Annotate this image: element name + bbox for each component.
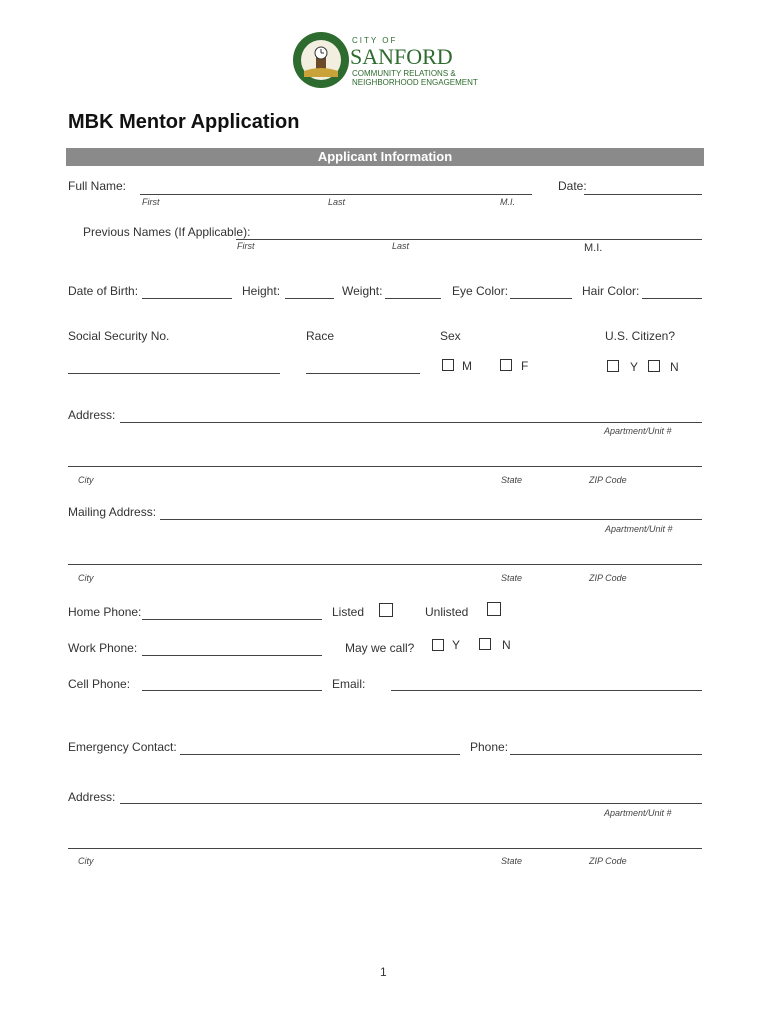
zip-caption: ZIP Code (589, 475, 627, 485)
date-field[interactable] (584, 194, 702, 195)
phone-label: Phone: (470, 740, 509, 754)
last-caption: Last (328, 197, 346, 207)
em-apt-unit-caption: Apartment/Unit # (604, 808, 672, 818)
section-header (66, 148, 704, 166)
cell-phone-field[interactable] (142, 690, 322, 691)
listed-checkbox[interactable] (379, 603, 393, 617)
em-address-field[interactable] (120, 803, 702, 804)
logo-city-name: SANFORD (350, 44, 453, 69)
section-header-label: Applicant Information (317, 149, 453, 164)
previous-names-field[interactable] (236, 239, 702, 240)
work-phone-field[interactable] (142, 655, 322, 656)
mi-caption: M.I. (500, 197, 515, 207)
state-caption: State (501, 475, 523, 485)
emergency-contact-field[interactable] (180, 754, 460, 755)
city-seal-icon (292, 31, 350, 89)
logo-dept-line1: COMMUNITY RELATIONS & (352, 69, 456, 78)
citizen-n-checkbox[interactable] (648, 360, 660, 372)
mail-state-caption: State (501, 573, 523, 583)
hair-color-field[interactable] (642, 298, 702, 299)
citizen-y-label: Y (630, 360, 639, 374)
emergency-contact-label: Emergency Contact: (68, 740, 177, 754)
hair-color-label: Hair Color: (582, 284, 640, 298)
page-number: 1 (380, 965, 387, 979)
weight-field[interactable] (385, 298, 441, 299)
em-city-caption: City (78, 856, 94, 866)
race-label: Race (306, 329, 335, 343)
citizen-y-checkbox[interactable] (607, 360, 619, 372)
date-label: Date: (558, 179, 587, 193)
prev-first-caption: First (237, 241, 255, 251)
prev-last-caption: Last (392, 241, 410, 251)
call-y-checkbox[interactable] (432, 639, 444, 651)
weight-label: Weight: (342, 284, 383, 298)
may-we-call-label: May we call? (345, 641, 415, 655)
email-field[interactable] (391, 690, 702, 691)
sex-m-checkbox[interactable] (442, 359, 454, 371)
full-name-field[interactable] (140, 194, 532, 195)
work-phone-label: Work Phone: (68, 641, 138, 655)
mail-city-caption: City (78, 573, 94, 583)
home-phone-label: Home Phone: (68, 605, 142, 619)
em-state-caption: State (501, 856, 523, 866)
dob-label: Date of Birth: (68, 284, 139, 298)
logo-dept-line2: NEIGHBORHOOD ENGAGEMENT (352, 78, 478, 87)
call-n-label: N (502, 638, 511, 652)
home-phone-field[interactable] (142, 619, 322, 620)
height-label: Height: (242, 284, 281, 298)
us-citizen-label: U.S. Citizen? (605, 329, 676, 343)
eye-color-field[interactable] (510, 298, 572, 299)
address-label: Address: (68, 408, 116, 422)
eye-color-label: Eye Color: (452, 284, 509, 298)
sex-label: Sex (440, 329, 461, 343)
height-field[interactable] (285, 298, 334, 299)
apt-unit-caption: Apartment/Unit # (604, 426, 672, 436)
address-field[interactable] (120, 422, 702, 423)
first-caption: First (142, 197, 160, 207)
city-state-zip-field[interactable] (68, 466, 702, 467)
unlisted-checkbox[interactable] (487, 602, 501, 616)
ssn-field[interactable] (68, 373, 280, 374)
mailing-address-label: Mailing Address: (68, 505, 157, 519)
mail-city-state-zip-field[interactable] (68, 564, 702, 565)
emergency-phone-field[interactable] (510, 754, 702, 755)
cell-phone-label: Cell Phone: (68, 677, 131, 691)
sex-f-checkbox[interactable] (500, 359, 512, 371)
sex-f-label: F (521, 359, 529, 373)
logo-city-of: CITY OF (352, 36, 398, 45)
unlisted-label: Unlisted (425, 605, 469, 619)
email-label: Email: (332, 677, 366, 691)
dob-field[interactable] (142, 298, 232, 299)
em-zip-caption: ZIP Code (589, 856, 627, 866)
prev-mi-caption: M.I. (584, 242, 603, 254)
citizen-n-label: N (670, 360, 679, 374)
mail-zip-caption: ZIP Code (589, 573, 627, 583)
em-address-label: Address: (68, 790, 116, 804)
sex-m-label: M (462, 359, 472, 373)
mail-apt-unit-caption: Apartment/Unit # (605, 524, 673, 534)
full-name-label: Full Name: (68, 179, 127, 193)
city-caption: City (78, 475, 94, 485)
call-n-checkbox[interactable] (479, 638, 491, 650)
em-city-state-zip-field[interactable] (68, 848, 702, 849)
mailing-address-field[interactable] (160, 519, 702, 520)
page-title: MBK Mentor Application (68, 111, 300, 133)
listed-label: Listed (332, 605, 365, 619)
race-field[interactable] (306, 373, 420, 374)
ssn-label: Social Security No. (68, 329, 170, 343)
call-y-label: Y (452, 638, 461, 652)
previous-names-label: Previous Names (If Applicable): (83, 225, 251, 239)
